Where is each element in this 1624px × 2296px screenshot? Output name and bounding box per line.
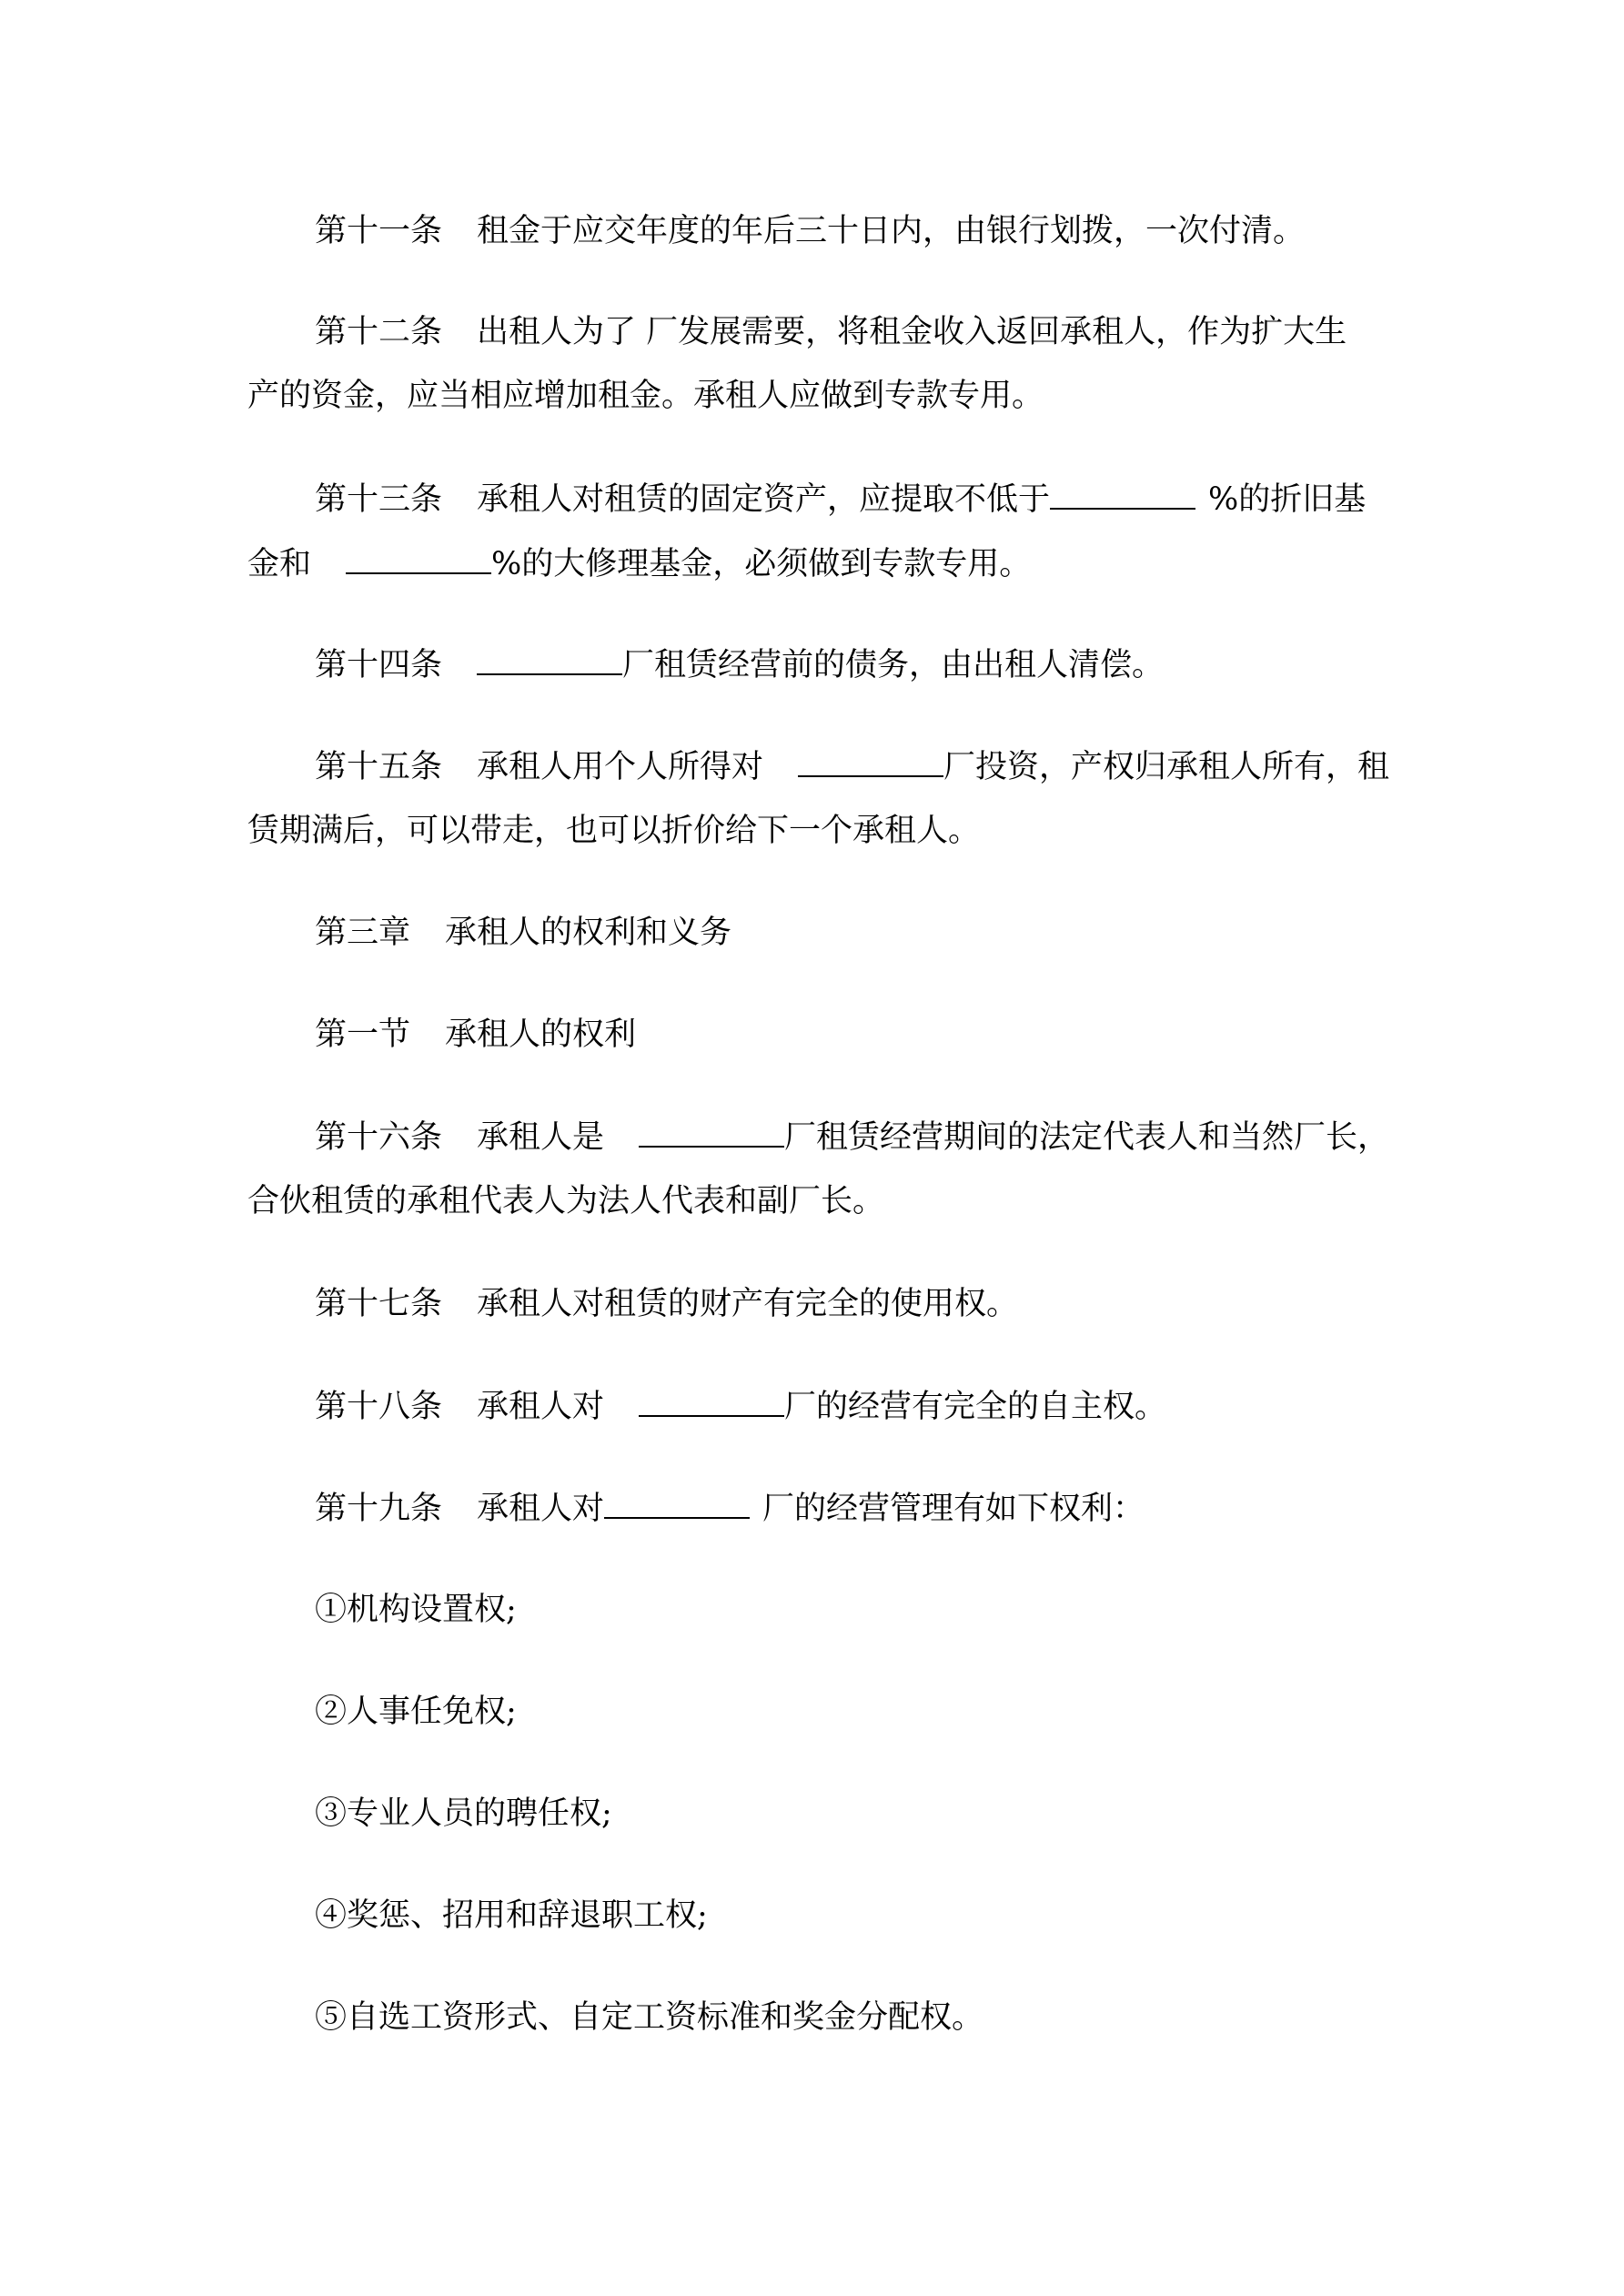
- chapter-number: 第三章: [315, 915, 411, 951]
- fill-blank[interactable]: [798, 744, 943, 777]
- article-number: 第十九条: [315, 1491, 443, 1527]
- article-number: 第十一条: [315, 213, 443, 249]
- article-text: 厂租赁经营期间的法定代表人和当然厂长，: [784, 1119, 1390, 1156]
- right-item: ①机构设置权;: [315, 1592, 517, 1628]
- list-item: [315, 1588, 517, 1632]
- section-title: 承租人的权利: [445, 1017, 637, 1053]
- article-text: 厂租赁经营前的债务，由出租人清偿。: [622, 647, 1165, 683]
- article-15-cont: [247, 809, 980, 853]
- list-item: [315, 1996, 983, 2039]
- chapter-title: 承租人的权利和义务: [445, 915, 732, 951]
- article-text: 租金于应交年度的年后三十日内，由银行划拨，一次付清。: [477, 213, 1306, 249]
- article-text: 承租人用个人所得对: [477, 749, 764, 785]
- article-17: [315, 1282, 1018, 1326]
- right-item: ⑤自选工资形式、自定工资标准和奖金分配权。: [315, 1999, 984, 2036]
- article-12: [315, 310, 1347, 354]
- article-number: 第十八条: [315, 1389, 443, 1425]
- article-text: 承租人对租赁的固定资产，应提取不低于: [477, 481, 1051, 518]
- article-18: [315, 1384, 1166, 1428]
- fill-blank[interactable]: [477, 642, 622, 675]
- article-text: 出租人为了 厂发展需要，将租金收入返回承租人，作为扩大生: [477, 314, 1347, 350]
- article-13: [315, 477, 1366, 521]
- fill-blank[interactable]: [1050, 477, 1195, 510]
- article-text: 厂的经营有完全的自主权。: [784, 1389, 1167, 1425]
- right-item: ④奖惩、招用和辞退职工权;: [315, 1897, 708, 1934]
- article-text: 厂的经营管理有如下权利：: [762, 1491, 1145, 1527]
- fill-blank[interactable]: [346, 541, 491, 574]
- article-number: 第十六条: [315, 1119, 443, 1156]
- article-text: 厂投资，产权归承租人所有，租: [943, 749, 1390, 785]
- article-text: 合伙租赁的承租代表人为法人代表和副厂长。: [247, 1183, 885, 1219]
- article-text: 产的资金，应当相应增加租金。承租人应做到专款专用。: [247, 378, 1044, 414]
- article-13-cont: [247, 541, 1031, 585]
- article-12-cont: [247, 374, 1044, 418]
- article-16-cont: [247, 1179, 884, 1223]
- article-16: [315, 1115, 1389, 1158]
- article-number: 第十三条: [315, 481, 443, 518]
- section-heading: [315, 1013, 636, 1057]
- article-text: 承租人对: [477, 1491, 605, 1527]
- article-number: 第十四条: [315, 647, 443, 683]
- list-item: [315, 1894, 708, 1937]
- article-19: [315, 1486, 1145, 1530]
- article-number: 第十七条: [315, 1286, 443, 1322]
- article-text: 承租人是: [477, 1119, 605, 1156]
- article-text: 赁期满后，可以带走，也可以折价给下一个承租人。: [247, 813, 981, 849]
- article-number: 第十五条: [315, 749, 443, 785]
- list-item: [315, 1690, 517, 1734]
- chapter-heading: [315, 911, 731, 955]
- article-15: [315, 744, 1389, 788]
- article-text: %的大修理基金，必须做到专款专用。: [491, 546, 1032, 582]
- article-text: 承租人对租赁的财产有完全的使用权。: [477, 1286, 1019, 1322]
- article-11: [315, 209, 1305, 253]
- article-text: %的折旧基: [1208, 481, 1367, 518]
- article-text: 金和: [247, 546, 312, 582]
- list-item: [315, 1792, 612, 1836]
- section-number: 第一节: [315, 1017, 411, 1053]
- right-item: ②人事任免权;: [315, 1694, 517, 1730]
- article-text: 承租人对: [477, 1389, 605, 1425]
- fill-blank[interactable]: [604, 1486, 750, 1519]
- article-14: [315, 642, 1164, 686]
- fill-blank[interactable]: [639, 1384, 784, 1417]
- fill-blank[interactable]: [639, 1115, 784, 1148]
- article-number: 第十二条: [315, 314, 443, 350]
- right-item: ③专业人员的聘任权;: [315, 1795, 612, 1832]
